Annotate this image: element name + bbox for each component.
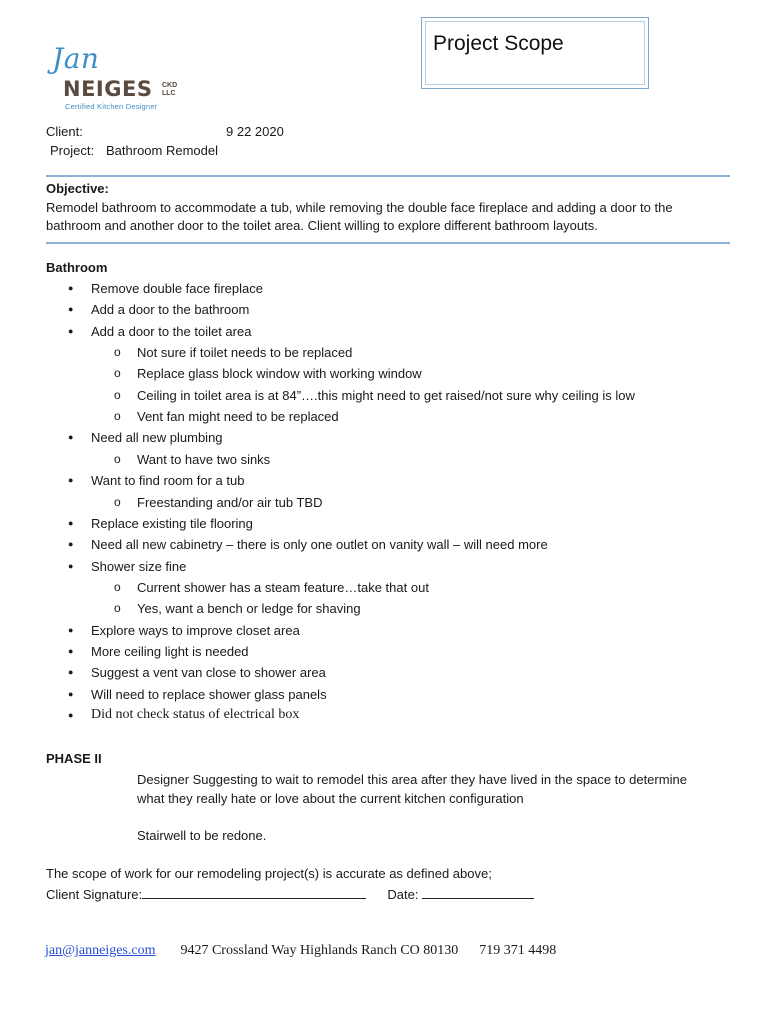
bullet-icon: ● xyxy=(68,646,74,656)
sub-bullet-icon: o xyxy=(114,452,121,466)
date-value: 9 22 2020 xyxy=(226,124,284,139)
list-item: Want to have two sinks xyxy=(137,452,271,467)
list-item: Remove double face fireplace xyxy=(91,281,263,296)
company-logo xyxy=(50,42,190,118)
list-item: Did not check status of electrical box xyxy=(91,707,300,722)
logo-tagline: Certified Kitchen Designer xyxy=(65,102,158,111)
list-item: Current shower has a steam feature…take that out xyxy=(137,580,429,595)
project-label: Project: xyxy=(50,143,95,158)
list-item: Add a door to the toilet area xyxy=(91,324,252,339)
bathroom-heading: Bathroom xyxy=(46,260,108,275)
scope-statement: The scope of work for our remodeling project(s) is accurate as defined above; xyxy=(46,866,492,881)
page-title: Project Scope xyxy=(433,32,564,55)
bullet-icon: ● xyxy=(68,689,74,699)
date-label: Date: xyxy=(387,887,419,902)
client-label: Client: xyxy=(46,124,83,139)
list-item: Replace glass block window with working window xyxy=(137,366,422,381)
bullet-icon: ● xyxy=(68,667,74,677)
bullet-icon: ● xyxy=(68,432,74,442)
list-item: Freestanding and/or air tub TBD xyxy=(137,495,323,510)
phase2-line-1: Designer Suggesting to wait to remodel this area after they have lived in the space to determine xyxy=(137,772,687,787)
list-item: Need all new cabinetry – there is only one outlet on vanity wall – will need more xyxy=(91,537,548,552)
client-signature-label: Client Signature: xyxy=(46,887,143,902)
phase2-line-2: what they really hate or love about the current kitchen configuration xyxy=(137,791,524,806)
phase2-heading: PHASE II xyxy=(46,751,102,766)
list-item: Replace existing tile flooring xyxy=(91,516,253,531)
bullet-icon: ● xyxy=(68,475,74,485)
list-item: Not sure if toilet needs to be replaced xyxy=(137,345,353,360)
divider-bottom xyxy=(46,242,730,244)
logo-script-text: Jan xyxy=(52,42,100,75)
email-link[interactable]: jan@janneiges.com xyxy=(45,943,156,958)
bullet-icon: ● xyxy=(68,561,74,571)
bullet-icon: ● xyxy=(68,710,74,720)
sub-bullet-icon: o xyxy=(114,345,121,359)
address-text: 9427 Crossland Way Highlands Ranch CO 80130 xyxy=(180,943,459,958)
bullet-icon: ● xyxy=(68,625,74,635)
list-item: Explore ways to improve closet area xyxy=(91,623,300,638)
objective-line-1: Remodel bathroom to accommodate a tub, while removing the double face fireplace and adding a door to the xyxy=(46,200,673,215)
footer xyxy=(45,943,556,959)
bullet-icon: ● xyxy=(68,518,74,528)
list-item: Will need to replace shower glass panels xyxy=(91,687,327,702)
logo-name-text: NEIGES xyxy=(63,77,153,101)
sub-bullet-icon: o xyxy=(114,409,121,423)
list-item: More ceiling light is needed xyxy=(91,644,249,659)
sub-bullet-icon: o xyxy=(114,388,121,402)
objective-heading: Objective: xyxy=(46,181,109,196)
sub-bullet-icon: o xyxy=(114,366,121,380)
bullet-icon: ● xyxy=(68,539,74,549)
list-item: Suggest a vent van close to shower area xyxy=(91,665,326,680)
bullet-icon: ● xyxy=(68,304,74,314)
project-value: Bathroom Remodel xyxy=(106,143,218,158)
phone-text: 719 371 4498 xyxy=(479,943,557,958)
sub-bullet-icon: o xyxy=(114,601,121,615)
sub-bullet-icon: o xyxy=(114,495,121,509)
list-item: Shower size fine xyxy=(91,559,187,574)
divider-top xyxy=(46,175,730,177)
list-item: Need all new plumbing xyxy=(91,430,223,445)
logo-suffix-text: CKD LLC xyxy=(162,82,178,97)
list-item: Add a door to the bathroom xyxy=(91,302,250,317)
list-item: Vent fan might need to be replaced xyxy=(137,409,339,424)
title-box xyxy=(421,17,649,89)
bullet-icon: ● xyxy=(68,326,74,336)
signature-row xyxy=(46,886,534,902)
bullet-icon: ● xyxy=(68,283,74,293)
client-signature-field[interactable] xyxy=(142,886,366,899)
list-item: Want to find room for a tub xyxy=(91,473,245,488)
date-field[interactable] xyxy=(422,886,534,899)
objective-line-2: bathroom and another door to the toilet area. Client willing to explore different bathroom layouts. xyxy=(46,218,598,233)
sub-bullet-icon: o xyxy=(114,580,121,594)
list-item: Yes, want a bench or ledge for shaving xyxy=(137,601,361,616)
phase2-line-3: Stairwell to be redone. xyxy=(137,828,267,843)
list-item: Ceiling in toilet area is at 84”….this might need to get raised/not sure why ceiling is low xyxy=(137,388,635,403)
